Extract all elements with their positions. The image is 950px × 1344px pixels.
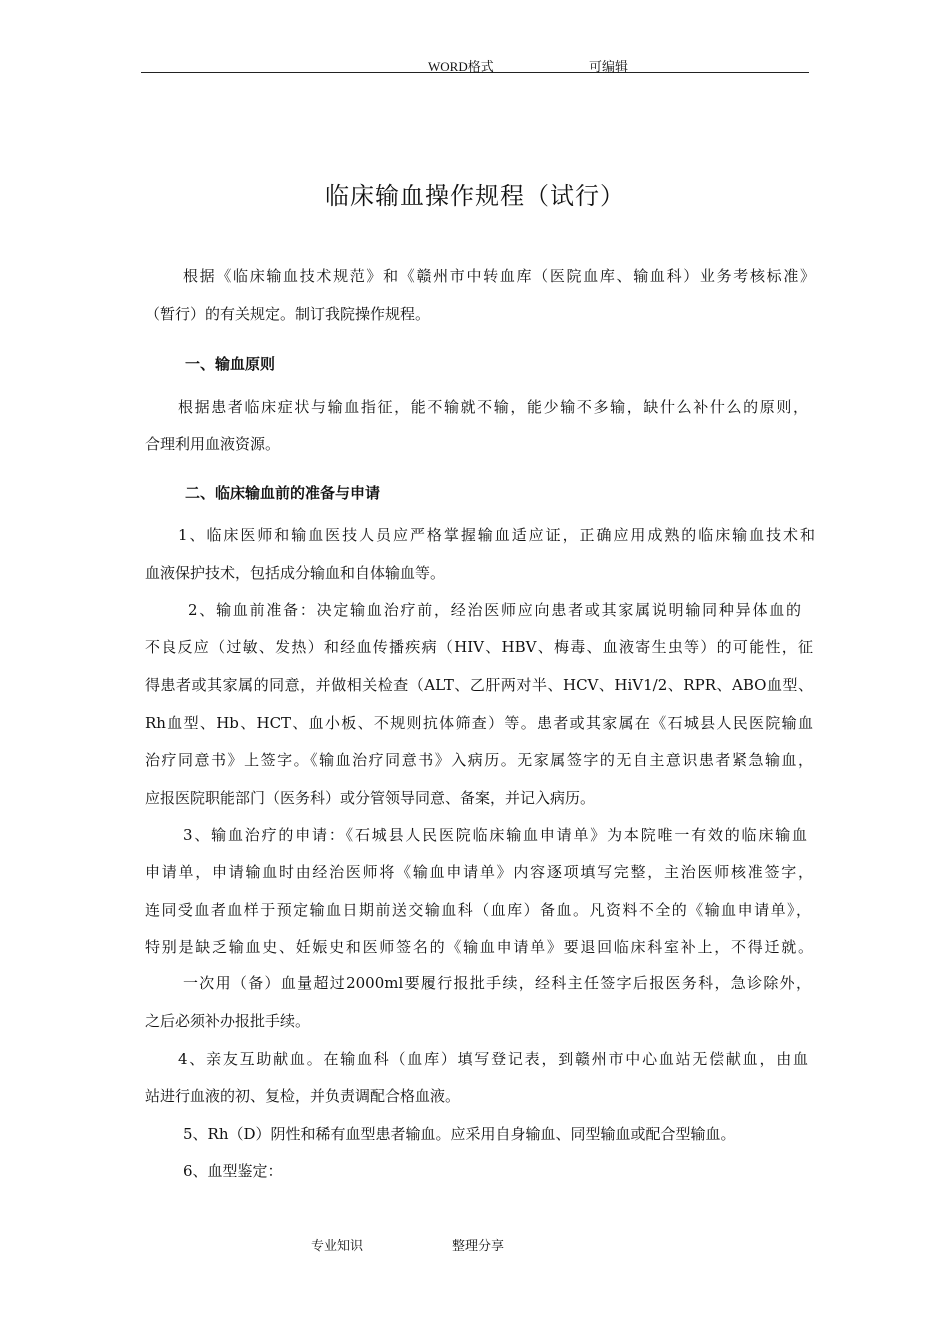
document-title: 临床输血操作规程（试行） [325,182,625,210]
paragraph-line: 申请单，申请输血时由经治医师将《输血申请单》内容逐项填写完整，主治医师核准签字， [145,863,813,881]
paragraph-line: 3、输血治疗的申请：《石城县人民医院临床输血申请单》为本院唯一有效的临床输血 [183,826,807,844]
paragraph-line: 站进行血液的初、复检，并负责调配合格血液。 [145,1087,461,1105]
paragraph-line: 一次用（备）血量超过2000ml要履行报批手续，经科主任签字后报医务科，急诊除外， [183,974,811,992]
paragraph-line: 应报医院职能部门（医务科）或分管领导同意、备案，并记入病历。 [145,789,596,807]
paragraph-line: 特别是缺乏输血史、妊娠史和医师签名的《输血申请单》要退回临床科室补上，不得迁就。 [145,938,813,956]
header-rule [141,72,809,73]
paragraph-line: 5、Rh（D）阴性和稀有血型患者输血。应采用自身输血、同型输血或配合型输血。 [183,1125,736,1143]
paragraph-line: 根据《临床输血技术规范》和《赣州市中转血库（医院血库、输血科）业务考核标准》 [183,267,815,285]
paragraph-line: Rh血型、Hb、HCT、血小板、不规则抗体筛查）等。患者或其家属在《石城县人民医院输血 [145,714,813,732]
paragraph-line: 根据患者临床症状与输血指征，能不输就不输，能少输不多输，缺什么补什么的原则， [178,398,808,416]
paragraph-line: 血液保护技术，包括成分输血和自体输血等。 [145,564,446,582]
paragraph-line: 得患者或其家属的同意，并做相关检查（ALT、乙肝两对半、HCV、HiV1/2、RPR、ABO血型、 [145,676,813,694]
paragraph-line: 不良反应（过敏、发热）和经血传播疾病（HIV、HBV、梅毒、血液寄生虫等）的可能性，征 [145,638,813,656]
section-heading: 二、临床输血前的准备与申请 [185,484,381,502]
paragraph-line: 2、输血前准备：决定输血治疗前，经治医师应向患者或其家属说明输同种异体血的 [188,601,801,619]
section-heading: 一、输血原则 [185,355,276,373]
footer-right-text: 整理分享 [452,1239,505,1254]
footer-left-text: 专业知识 [311,1239,364,1254]
paragraph-line: 4、亲友互助献血。在输血科（血库）填写登记表，到赣州市中心血站无偿献血，由血 [178,1050,808,1068]
paragraph-line: 连同受血者血样于预定输血日期前送交输血科（血库）备血。凡资料不全的《输血申请单》， [145,901,811,919]
paragraph-line: 1、临床医师和输血医技人员应严格掌握输血适应证，正确应用成熟的临床输血技术和 [178,526,815,544]
paragraph-line: 合理利用血液资源。 [145,435,281,453]
paragraph-line: 6、血型鉴定： [183,1162,283,1180]
header-left-text: WORD格式 [428,59,494,74]
paragraph-line: 之后必须补办报批手续。 [145,1012,311,1030]
paragraph-line: （暂行）的有关规定。制订我院操作规程。 [145,305,431,323]
header-right-text: 可编辑 [589,59,629,74]
paragraph-line: 治疗同意书》上签字。《输血治疗同意书》入病历。无家属签字的无自主意识患者紧急输血， [145,751,813,769]
